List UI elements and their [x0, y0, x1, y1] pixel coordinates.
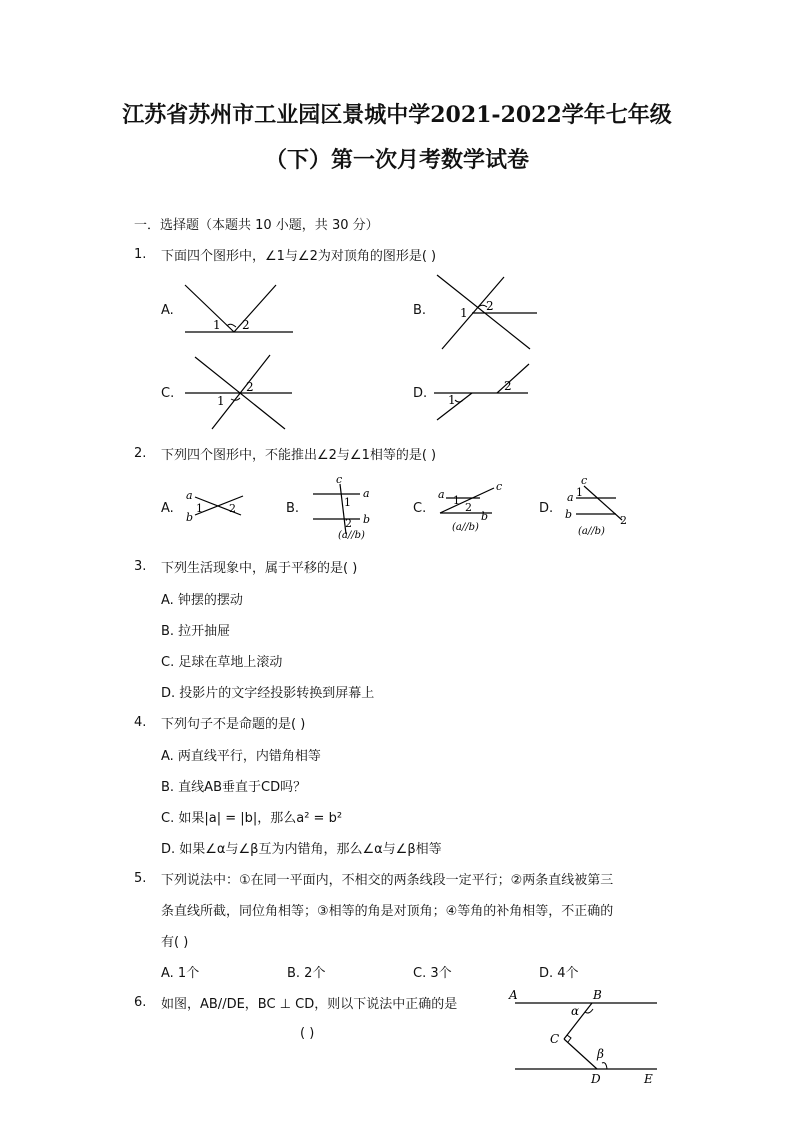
q2-option-c-label[interactable]: C.	[413, 501, 427, 516]
page-title-line2: （下）第一次月考数学试卷	[264, 147, 529, 173]
q4-option-b[interactable]: B. 直线AB垂直于CD吗？	[161, 780, 307, 795]
q3-option-c[interactable]: C. 足球在草地上滚动	[161, 655, 283, 670]
q3-number: 3.	[134, 559, 147, 574]
q4-option-d[interactable]: D. 如果∠α与∠β互为内错角，那么∠α与∠β相等	[161, 842, 442, 857]
q4-number: 4.	[134, 715, 147, 730]
q1-option-c-label[interactable]: C.	[161, 386, 175, 401]
q1-option-b-label[interactable]: B.	[413, 303, 427, 318]
q2-figure-b	[308, 472, 380, 542]
q2a-line-b: b	[186, 511, 194, 524]
q5-option-b[interactable]: B. 2个	[287, 966, 326, 981]
page-title-line1: 江苏省苏州市工业园区景城中学2021-2022学年七年级	[122, 102, 672, 128]
q6-point-b: B	[593, 988, 602, 1002]
q6-point-e: E	[644, 1072, 653, 1086]
q2-figure-a	[183, 482, 248, 527]
q2-option-a-label[interactable]: A.	[161, 501, 174, 516]
q2d-line-a: a	[567, 491, 574, 504]
q2c-line-a: a	[438, 488, 445, 501]
section-heading: 一．选择题（本题共 10 小题，共 30 分）	[134, 218, 379, 233]
q1d-angle-1: 1	[448, 393, 456, 407]
q2d-angle-2: 2	[620, 514, 627, 527]
q5-option-a[interactable]: A. 1个	[161, 966, 200, 981]
q2a-angle-1: 1	[196, 502, 203, 515]
q1-option-d-label[interactable]: D.	[413, 386, 428, 401]
q6-stem: 如图，AB//DE，BC ⊥ CD，则以下说法中正确的是	[161, 997, 458, 1012]
q5-option-c[interactable]: C. 3个	[413, 966, 452, 981]
q2-option-d-label[interactable]: D.	[539, 501, 554, 516]
q5-stem-line1: 下列说法中：①在同一平面内，不相交的两条线段一定平行；②两条直线被第三	[161, 873, 614, 888]
q2b-line-a: a	[363, 487, 370, 500]
q1d-angle-2: 2	[504, 379, 512, 393]
q2b-parallel-note: (a//b)	[338, 530, 365, 541]
q2b-angle-1: 1	[344, 496, 351, 509]
q4-option-c[interactable]: C. 如果|a| = |b|，那么a² = b²	[161, 811, 343, 826]
q6-answer-paren: ( )	[300, 1026, 315, 1041]
q1-figure-c	[180, 352, 300, 432]
q2b-angle-2: 2	[345, 517, 352, 530]
q6-point-d: D	[591, 1072, 601, 1086]
q2c-line-b: b	[481, 510, 489, 523]
q2d-line-c: c	[581, 474, 588, 487]
q4-option-a[interactable]: A. 两直线平行，内错角相等	[161, 749, 321, 764]
q1a-angle-2: 2	[242, 318, 250, 332]
q2d-line-b: b	[565, 508, 573, 521]
q2-stem: 下列四个图形中，不能推出∠2与∠1相等的是( )	[161, 448, 437, 463]
q3-option-a[interactable]: A. 钟摆的摆动	[161, 593, 243, 608]
q2a-angle-2: 2	[229, 502, 236, 515]
q1-figure-d	[432, 358, 542, 428]
q1-figure-b	[432, 272, 542, 352]
q5-stem-line3: 有( )	[161, 935, 189, 950]
q1c-angle-2: 2	[246, 380, 254, 394]
q3-option-d[interactable]: D. 投影片的文字经投影转换到屏幕上	[161, 686, 375, 701]
q5-option-d[interactable]: D. 4个	[539, 966, 579, 981]
q5-stem-line2: 条直线所截，同位角相等；③相等的角是对顶角；④等角的补角相等，不正确的	[161, 904, 614, 919]
q3-stem: 下列生活现象中，属于平移的是( )	[161, 561, 358, 576]
q1c-angle-1: 1	[217, 394, 225, 408]
q2b-line-c: c	[336, 473, 343, 486]
q1-stem: 下面四个图形中，∠1与∠2为对顶角的图形是( )	[161, 249, 437, 264]
q1-number: 1.	[134, 247, 147, 262]
q6-point-a: A	[509, 988, 518, 1002]
q6-figure	[505, 985, 665, 1090]
q2d-angle-1: 1	[576, 486, 583, 499]
q4-stem: 下列句子不是命题的是( )	[161, 717, 306, 732]
q2-number: 2.	[134, 446, 147, 461]
q3-option-b[interactable]: B. 拉开抽屉	[161, 624, 231, 639]
q6-angle-beta: β	[597, 1047, 604, 1061]
q5-number: 5.	[134, 871, 147, 886]
q2c-line-c: c	[496, 480, 503, 493]
q2-option-b-label[interactable]: B.	[286, 501, 300, 516]
q6-number: 6.	[134, 995, 147, 1010]
q2a-line-a: a	[186, 489, 193, 502]
q2-figure-c	[432, 476, 507, 538]
q2c-angle-2: 2	[465, 501, 472, 514]
q2d-parallel-note: (a//b)	[578, 526, 605, 537]
q1b-angle-1: 1	[460, 306, 468, 320]
q1b-angle-2: 2	[486, 299, 494, 313]
q2c-parallel-note: (a//b)	[452, 522, 479, 533]
q2-figure-d	[562, 472, 637, 540]
q1-figure-a	[180, 282, 300, 342]
q1a-angle-1: 1	[213, 318, 221, 332]
q1-option-a-label[interactable]: A.	[161, 303, 174, 318]
q2c-angle-1: 1	[453, 494, 460, 507]
q6-point-c: C	[550, 1032, 560, 1046]
q2b-line-b: b	[363, 513, 371, 526]
q6-angle-alpha: α	[571, 1004, 580, 1018]
